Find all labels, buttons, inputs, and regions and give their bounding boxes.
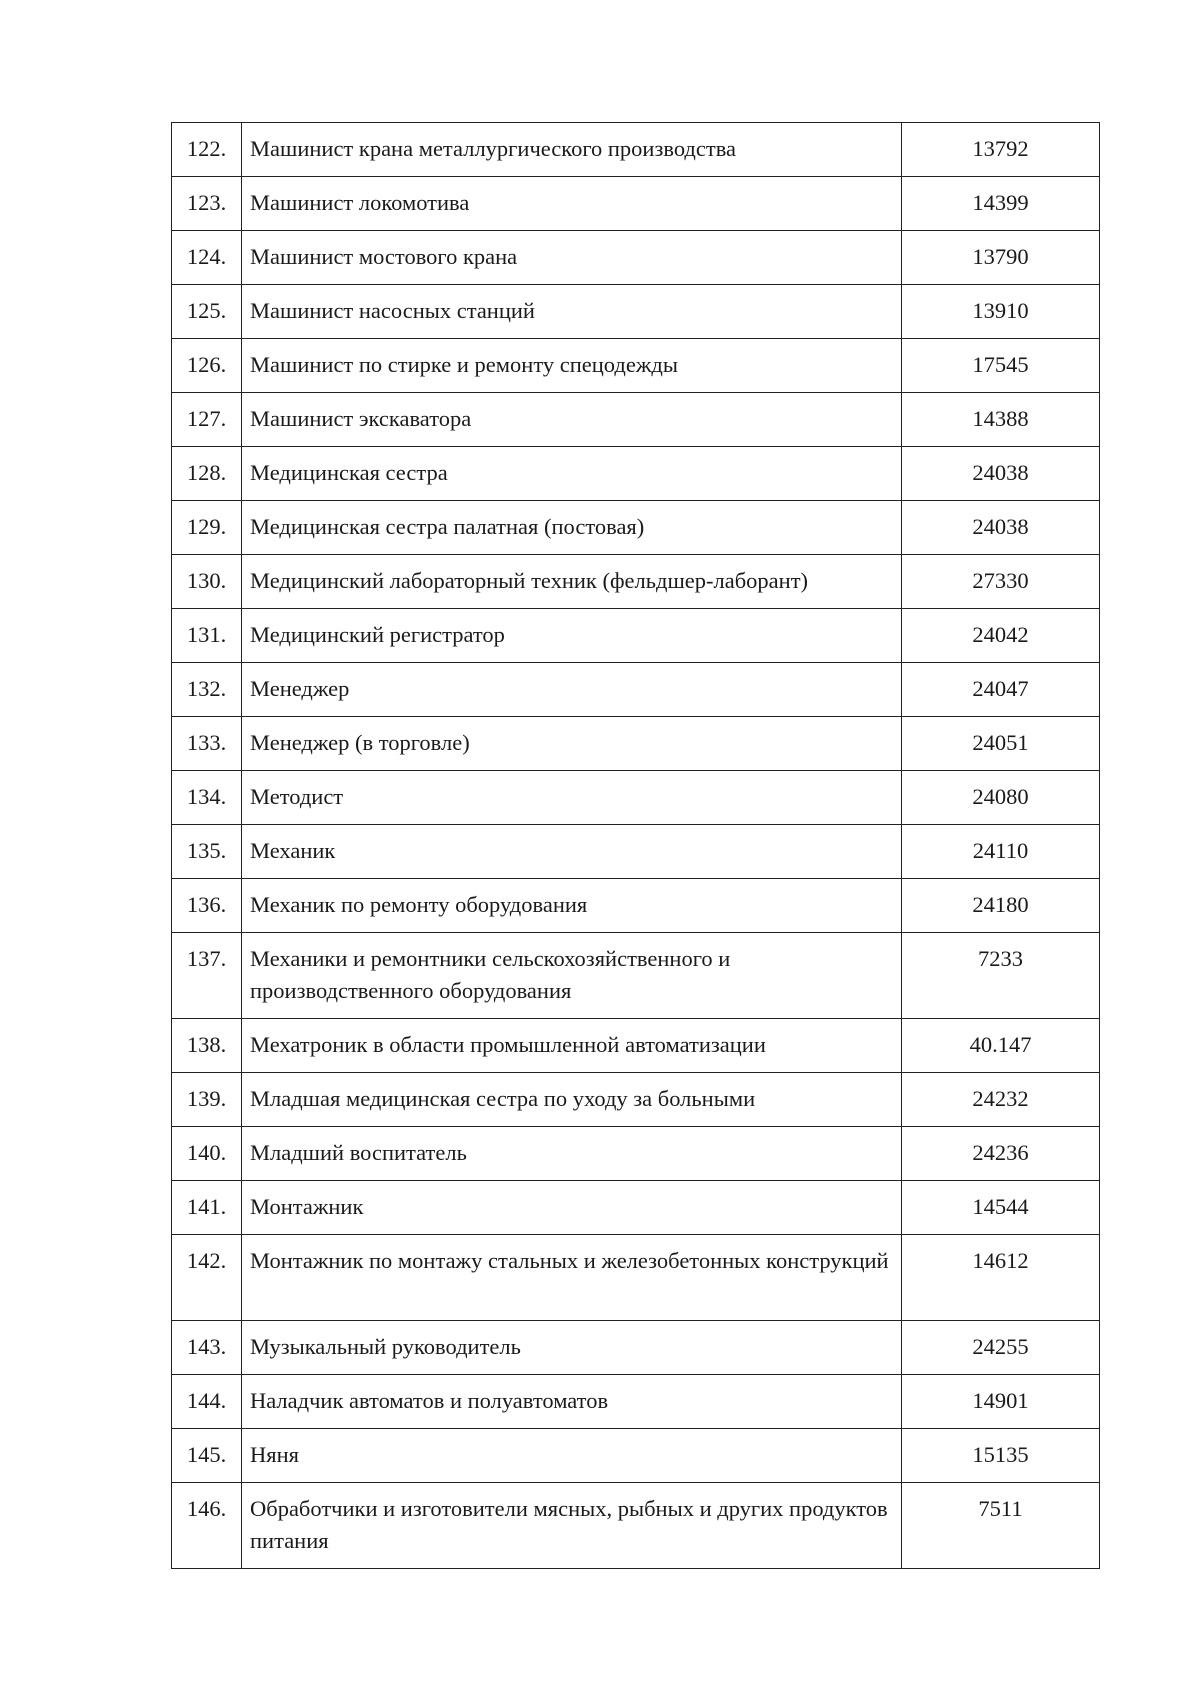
- profession-name: Медицинская сестра палатная (постовая): [242, 501, 902, 555]
- table-row: [172, 1429, 1100, 1483]
- row-number: 129.: [172, 501, 242, 555]
- profession-name: Механик по ремонту оборудования: [242, 879, 902, 933]
- row-number: 133.: [172, 717, 242, 771]
- profession-name: Методист: [242, 771, 902, 825]
- profession-name: Машинист экскаватора: [242, 393, 902, 447]
- profession-code: 13792: [902, 123, 1100, 177]
- profession-name: Няня: [242, 1429, 902, 1483]
- profession-name: Музыкальный руководитель: [242, 1321, 902, 1375]
- row-number: 124.: [172, 231, 242, 285]
- profession-code: 7233: [902, 933, 1100, 1019]
- row-number: 141.: [172, 1181, 242, 1235]
- table-row: [172, 555, 1100, 609]
- row-number: 142.: [172, 1235, 242, 1321]
- table-row: [172, 1019, 1100, 1073]
- profession-name: Менеджер: [242, 663, 902, 717]
- profession-code: 24038: [902, 501, 1100, 555]
- table-row: [172, 771, 1100, 825]
- row-number: 140.: [172, 1127, 242, 1181]
- profession-name: Медицинский регистратор: [242, 609, 902, 663]
- row-number: 146.: [172, 1483, 242, 1569]
- table-row: [172, 1235, 1100, 1321]
- profession-name: Младшая медицинская сестра по уходу за больными: [242, 1073, 902, 1127]
- profession-code: 13910: [902, 285, 1100, 339]
- table-row: [172, 123, 1100, 177]
- profession-name: Механики и ремонтники сельскохозяйственного и производственного оборудования: [242, 933, 902, 1019]
- profession-code: 14901: [902, 1375, 1100, 1429]
- table-row: [172, 393, 1100, 447]
- row-number: 138.: [172, 1019, 242, 1073]
- profession-name: Механик: [242, 825, 902, 879]
- table-row: [172, 285, 1100, 339]
- profession-name: Медицинский лабораторный техник (фельдшер-лаборант): [242, 555, 902, 609]
- table-row: [172, 501, 1100, 555]
- profession-code: 24232: [902, 1073, 1100, 1127]
- profession-code: 24255: [902, 1321, 1100, 1375]
- row-number: 136.: [172, 879, 242, 933]
- profession-name: Менеджер (в торговле): [242, 717, 902, 771]
- row-number: 145.: [172, 1429, 242, 1483]
- profession-code: 24236: [902, 1127, 1100, 1181]
- profession-code: 24080: [902, 771, 1100, 825]
- profession-code: 24042: [902, 609, 1100, 663]
- profession-code: 24047: [902, 663, 1100, 717]
- table-row: [172, 879, 1100, 933]
- profession-code: 7511: [902, 1483, 1100, 1569]
- row-number: 144.: [172, 1375, 242, 1429]
- profession-code: 17545: [902, 339, 1100, 393]
- table-row: [172, 609, 1100, 663]
- profession-name: Машинист насосных станций: [242, 285, 902, 339]
- table-row: [172, 1127, 1100, 1181]
- row-number: 139.: [172, 1073, 242, 1127]
- profession-code: 27330: [902, 555, 1100, 609]
- row-number: 143.: [172, 1321, 242, 1375]
- table-row: [172, 339, 1100, 393]
- table-row: [172, 1073, 1100, 1127]
- row-number: 131.: [172, 609, 242, 663]
- profession-name: Машинист мостового крана: [242, 231, 902, 285]
- profession-name: Обработчики и изготовители мясных, рыбных и других продуктов питания: [242, 1483, 902, 1569]
- profession-code: 40.147: [902, 1019, 1100, 1073]
- profession-code: 14399: [902, 177, 1100, 231]
- professions-table: [171, 122, 1100, 1569]
- profession-name: Монтажник по монтажу стальных и железобетонных конструкций: [242, 1235, 902, 1321]
- profession-code: 15135: [902, 1429, 1100, 1483]
- table-row: [172, 1375, 1100, 1429]
- profession-code: 24180: [902, 879, 1100, 933]
- table-row: [172, 1321, 1100, 1375]
- row-number: 126.: [172, 339, 242, 393]
- row-number: 125.: [172, 285, 242, 339]
- table-row: [172, 1181, 1100, 1235]
- table-row: [172, 825, 1100, 879]
- profession-code: 24110: [902, 825, 1100, 879]
- profession-name: Медицинская сестра: [242, 447, 902, 501]
- profession-code: 14544: [902, 1181, 1100, 1235]
- table-row: [172, 1483, 1100, 1569]
- profession-name: Мехатроник в области промышленной автоматизации: [242, 1019, 902, 1073]
- row-number: 132.: [172, 663, 242, 717]
- profession-code: 13790: [902, 231, 1100, 285]
- row-number: 137.: [172, 933, 242, 1019]
- table-row: [172, 717, 1100, 771]
- profession-code: 24038: [902, 447, 1100, 501]
- row-number: 123.: [172, 177, 242, 231]
- row-number: 127.: [172, 393, 242, 447]
- profession-code: 14612: [902, 1235, 1100, 1321]
- row-number: 135.: [172, 825, 242, 879]
- profession-name: Машинист локомотива: [242, 177, 902, 231]
- profession-code: 14388: [902, 393, 1100, 447]
- table-row: [172, 231, 1100, 285]
- profession-name: Машинист крана металлургического производства: [242, 123, 902, 177]
- profession-name: Монтажник: [242, 1181, 902, 1235]
- table-row: [172, 447, 1100, 501]
- row-number: 130.: [172, 555, 242, 609]
- profession-name: Машинист по стирке и ремонту спецодежды: [242, 339, 902, 393]
- table-row: [172, 177, 1100, 231]
- table-row: [172, 663, 1100, 717]
- profession-name: Младший воспитатель: [242, 1127, 902, 1181]
- row-number: 128.: [172, 447, 242, 501]
- row-number: 122.: [172, 123, 242, 177]
- profession-code: 24051: [902, 717, 1100, 771]
- profession-name: Наладчик автоматов и полуавтоматов: [242, 1375, 902, 1429]
- row-number: 134.: [172, 771, 242, 825]
- table-row: [172, 933, 1100, 1019]
